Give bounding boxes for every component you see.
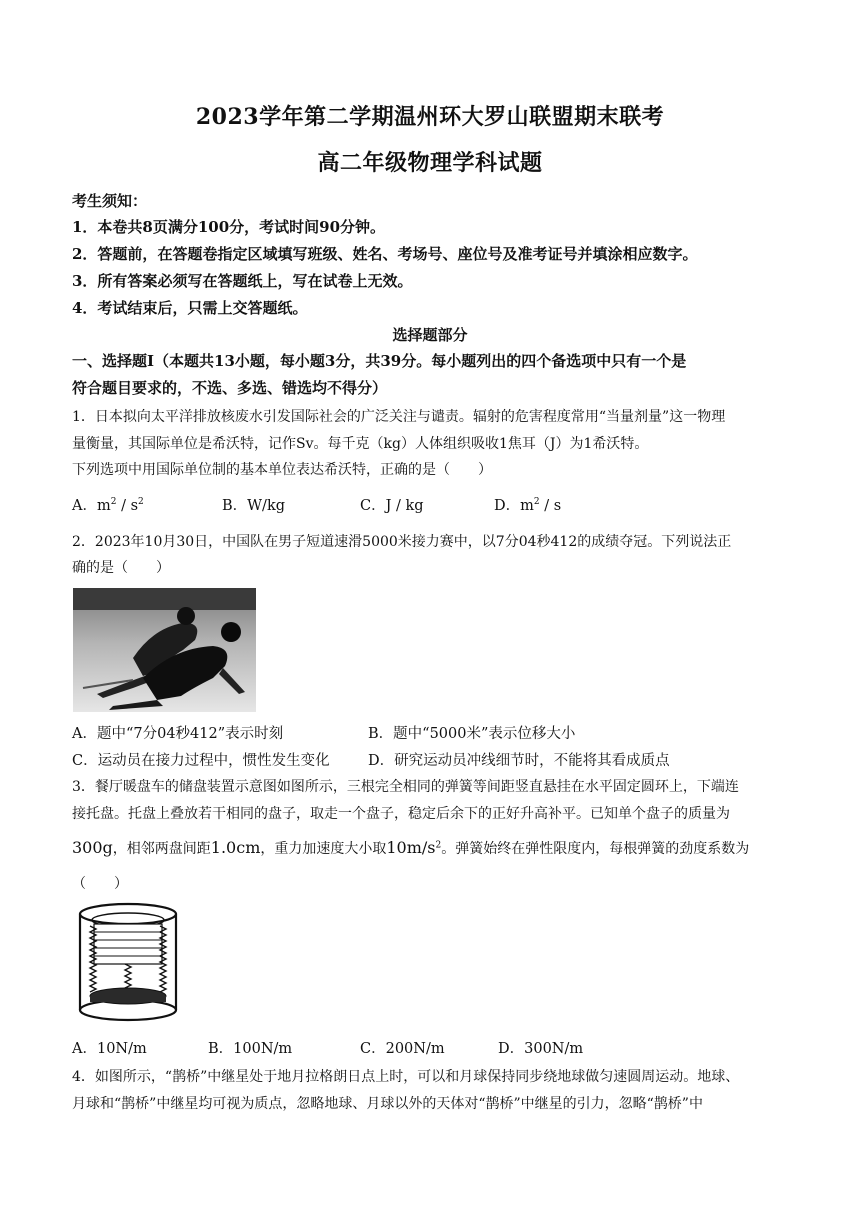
speed-skating-photo	[73, 588, 256, 712]
q4-line2: 月球和“鹊桥”中继星均可视为质点，忽略地球、月球以外的天体对“鹊桥”中继星的引力，忽略“鹊桥”中	[72, 1096, 703, 1112]
section-title: 选择题部分	[392, 326, 468, 344]
exam-title: 2023学年第二学期温州环大罗山联盟期末联考	[195, 104, 665, 130]
q1-line1: 1．日本拟向太平洋排放核废水引发国际社会的广泛关注与谴责。辐射的危害程度常用“当量剂量”这一物理	[72, 409, 726, 425]
q1-line2: 量衡量，其国际单位是希沃特，记作Sv。每千克（kg）人体组织吸收1焦耳（J）为1希沃特。	[72, 436, 649, 452]
q3-option-a: A．10N/m	[72, 1041, 147, 1057]
q3-line4: （ ）	[72, 876, 128, 892]
q1-option-b: B．W/kg	[222, 498, 286, 514]
q3-line1: 3．餐厅暖盘车的储盘装置示意图如图所示，三根完全相同的弹簧等间距竖直悬挂在水平固定圆环上，下端连	[72, 779, 739, 795]
q2-option-b: B．题中“5000米”表示位移大小	[368, 726, 576, 742]
q1-option-c: C．J / kg	[360, 498, 424, 514]
q1-option-d: D．$m^2$ / s	[494, 497, 562, 514]
q2-option-a: A．题中“7分04秒412”表示时刻	[72, 726, 284, 742]
q3-line3: 300g，相邻两盘间距1.0cm，重力加速度大小取$10m/s^2$。弹簧始终在弹性限度内，每根弹簧的劲度系数为	[72, 838, 750, 857]
q3-line2: 接托盘。托盘上叠放若干相同的盘子，取走一个盘子，稳定后余下的正好升高补平。已知单个盘子的质量为	[72, 806, 730, 822]
notice-item-1: 1．本卷共8页满分100分，考试时间90分钟。	[72, 218, 386, 236]
q1-line3: 下列选项中用国际单位制的基本单位表达希沃特，正确的是（ ）	[72, 462, 492, 478]
notice-item-2: 2．答题前，在答题卷指定区域填写班级、姓名、考场号、座位号及准考证号并填涂相应数字。	[72, 245, 698, 263]
notice-item-4: 4．考试结束后，只需上交答题纸。	[72, 299, 308, 317]
q3-option-c: C．200N/m	[360, 1041, 445, 1057]
q3-option-d: D．300N/m	[498, 1041, 584, 1057]
q2-line2: 确的是（ ）	[72, 560, 170, 576]
notice-item-3: 3．所有答案必须写在答题纸上，写在试卷上无效。	[72, 272, 413, 290]
exam-subtitle: 高二年级物理学科试题	[317, 150, 543, 176]
q1-option-a: A．$m^2 / s^2$	[72, 497, 144, 514]
q4-line1: 4．如图所示，“鹊桥”中继星处于地月拉格朗日点上时，可以和月球保持同步绕地球做匀速圆周运动。地球、	[72, 1069, 740, 1085]
notice-heading: 考生须知：	[72, 192, 148, 210]
q2-option-c: C．运动员在接力过程中，惯性发生变化	[72, 753, 330, 769]
plate-spring-diagram	[72, 900, 184, 1028]
q2-option-d: D．研究运动员冲线细节时，不能将其看成质点	[368, 753, 670, 769]
section-heading-line2: 符合题目要求的，不选、多选、错选均不得分）	[72, 379, 388, 397]
q2-line1: 2．2023年10月30日，中国队在男子短道速滑5000米接力赛中，以7分04秒412的成绩夺冠。下列说法正	[72, 534, 732, 550]
section-heading-line1: 一、选择题Ⅰ（本题共13小题，每小题3分，共39分。每小题列出的四个备选项中只有一个是	[72, 352, 687, 370]
q3-option-b: B．100N/m	[208, 1041, 293, 1057]
